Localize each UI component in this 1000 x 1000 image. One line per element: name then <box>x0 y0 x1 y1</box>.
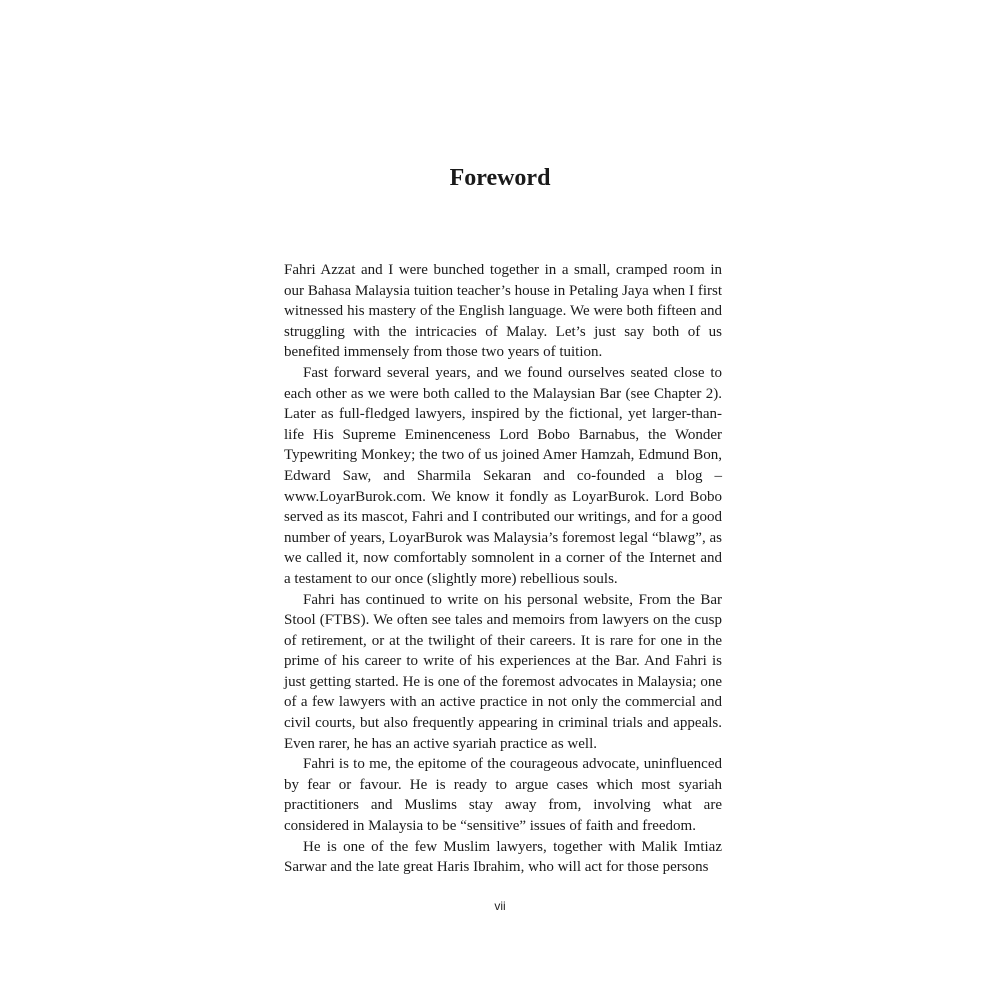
page-title: Foreword <box>449 165 551 191</box>
page-body <box>284 260 722 878</box>
page-number: vii <box>494 899 506 913</box>
paragraph: Fahri is to me, the epitome of the courageous advocate, uninfluenced by fear or favour. He is ready to argue cases which most syariah practitioners and Muslims stay away from, involving what are considered in Malaysia to be “sensitive” issues of faith and freedom. <box>284 756 722 835</box>
paragraph: Fast forward several years, and we found ourselves seated close to each other as we were both called to the Malaysian Bar (see Chapter 2). Later as full-fledged lawyers, inspired by the fictional, yet larger-than-life His Supreme Eminenceness Lord Bobo Barnabus, the Wonder Typewriting Monkey; the two of us joined Amer Hamzah, Edmund Bon, Edward Saw, and Sharmila Sekaran and co-founded a blog – www.LoyarBurok.com. We know it fondly as LoyarBurok. Lord Bobo served as its mascot, Fahri and I contributed our writings, and for a good number of years, LoyarBurok was Malaysia’s foremost legal “blawg”, as we called it, now comfortably somnolent in a corner of the Internet and a testament to our once (slightly more) rebellious souls. <box>284 364 722 587</box>
paragraph: He is one of the few Muslim lawyers, together with Malik Imtiaz Sarwar and the late great Haris Ibrahim, who will act for those persons <box>284 838 722 876</box>
paragraph: Fahri has continued to write on his personal website, From the Bar Stool (FTBS). We often see tales and memoirs from lawyers on the cusp of retirement, or at the twilight of their careers. It is rare for one in the prime of his career to write of his experiences at the Bar. And Fahri is just getting started. He is one of the foremost advocates in Malaysia; one of a few lawyers with an active practice in not only the commercial and civil courts, but also frequently appearing in criminal trials and appeals. Even rarer, he has an active syariah practice as well. <box>284 591 722 752</box>
paragraph: Fahri Azzat and I were bunched together in a small, cramped room in our Bahasa Malaysia tuition teacher’s house in Petaling Jaya when I first witnessed his mastery of the English language. We were both fifteen and struggling with the intricacies of Malay. Let’s just say both of us benefited immensely from those two years of tuition. <box>284 262 722 361</box>
